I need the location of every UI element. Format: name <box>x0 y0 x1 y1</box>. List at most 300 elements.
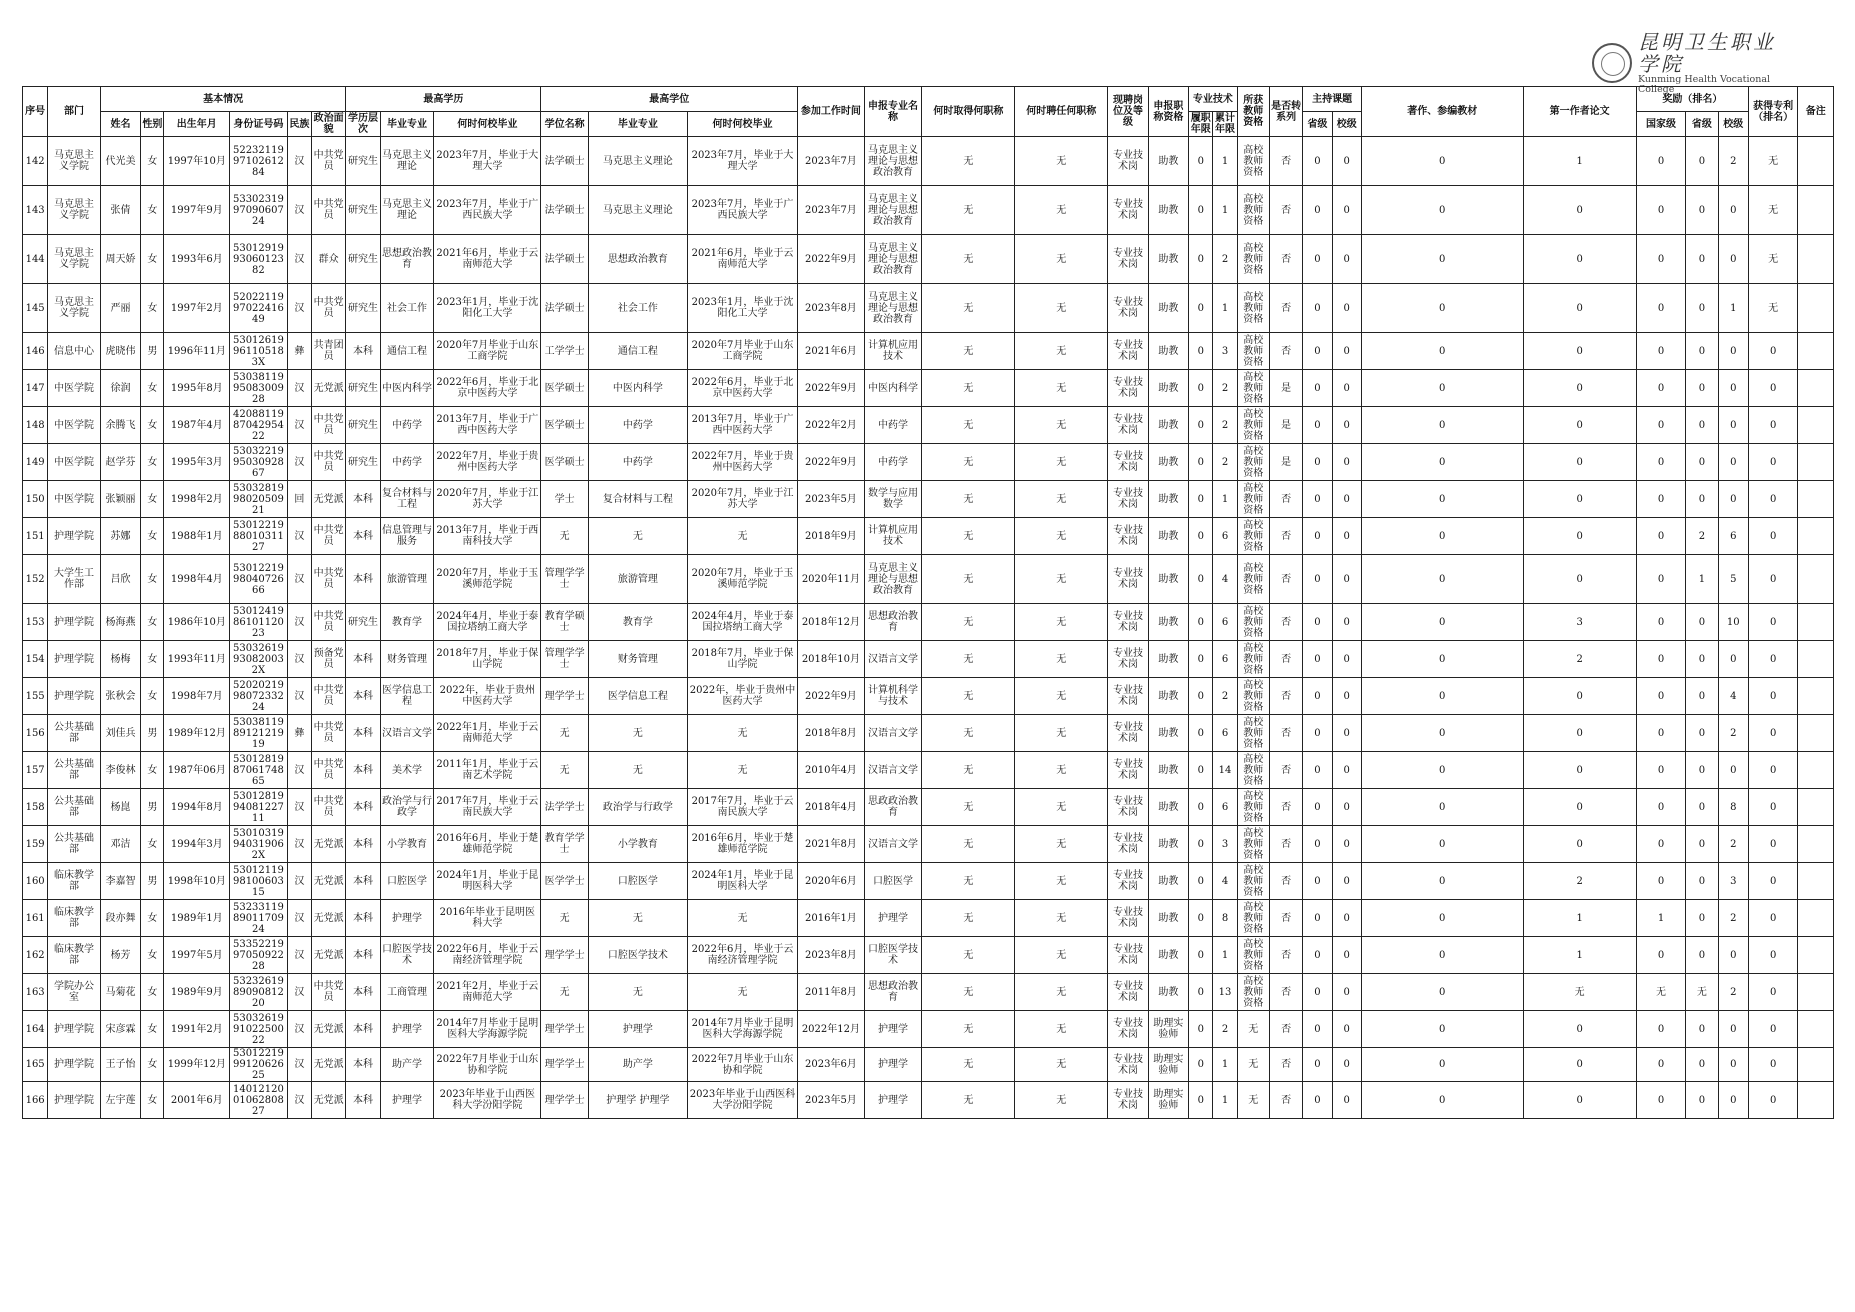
table-cell: 无 <box>922 407 1015 444</box>
table-cell: 护理学 <box>380 1011 434 1048</box>
table-cell: 是 <box>1269 444 1302 481</box>
table-cell: 1997年5月 <box>164 937 230 974</box>
table-cell: 思想政治教育 <box>380 235 434 284</box>
table-cell: 回 <box>287 481 311 518</box>
table-cell: 0 <box>1361 974 1523 1011</box>
table-cell: 女 <box>141 1082 164 1119</box>
table-cell: 专业技术岗 <box>1108 370 1148 407</box>
table-cell: 无 <box>1015 1082 1108 1119</box>
table-cell: 2 <box>1686 518 1718 555</box>
table-cell: 高校教师资格 <box>1237 937 1269 974</box>
table-cell: 0 <box>1361 604 1523 641</box>
table-cell: 护理学院 <box>48 604 101 641</box>
table-cell: 无 <box>1015 1011 1108 1048</box>
table-cell: 中共党员 <box>311 284 345 333</box>
table-cell: 社会工作 <box>380 284 434 333</box>
header-prof-tech: 专业技术 <box>1189 87 1238 112</box>
table-cell: 2021年2月，毕业于云南师范大学 <box>434 974 541 1011</box>
table-cell <box>1798 137 1834 186</box>
table-cell: 0 <box>1303 678 1332 715</box>
table-cell: 0 <box>1189 370 1213 407</box>
table-cell: 无 <box>687 900 797 937</box>
logo-name-en: Kunming Health Vocational College <box>1638 73 1771 95</box>
table-cell: 女 <box>141 444 164 481</box>
table-cell: 中共党员 <box>311 186 345 235</box>
table-cell: 护理学院 <box>48 1048 101 1082</box>
table-cell: 政治学与行政学 <box>588 789 687 826</box>
table-cell: 2021年8月 <box>798 826 865 863</box>
table-cell: 0 <box>1686 186 1718 235</box>
table-cell: 0 <box>1303 555 1332 604</box>
table-cell: 532331198901170924 <box>230 900 288 937</box>
table-cell <box>1798 1082 1834 1119</box>
table-cell: 护理学 护理学 <box>588 1082 687 1119</box>
table-cell: 李俊林 <box>100 752 140 789</box>
table-row <box>23 678 1834 715</box>
table-cell: 0 <box>1332 752 1361 789</box>
table-cell: 160 <box>23 863 48 900</box>
table-cell: 无 <box>588 974 687 1011</box>
table-cell: 165 <box>23 1048 48 1082</box>
table-cell: 156 <box>23 715 48 752</box>
table-cell: 0 <box>1718 186 1748 235</box>
table-cell: 155 <box>23 678 48 715</box>
table-cell: 0 <box>1332 1011 1361 1048</box>
table-cell: 8 <box>1213 900 1237 937</box>
table-cell: 本科 <box>346 678 380 715</box>
table-cell: 中药学 <box>864 407 922 444</box>
header-political: 政治面貌 <box>311 112 345 137</box>
table-cell: 高校教师资格 <box>1237 604 1269 641</box>
table-cell: 中药学 <box>588 444 687 481</box>
table-cell: 预备党员 <box>311 641 345 678</box>
table-cell: 高校教师资格 <box>1237 370 1269 407</box>
table-cell: 无党派 <box>311 826 345 863</box>
table-cell: 0 <box>1636 444 1686 481</box>
table-cell: 2022年，毕业于贵州中医药大学 <box>434 678 541 715</box>
table-cell: 0 <box>1303 370 1332 407</box>
table-cell: 女 <box>141 604 164 641</box>
table-cell: 无 <box>541 900 588 937</box>
table-cell: 汉语言文学 <box>864 715 922 752</box>
table-cell: 汉 <box>287 284 311 333</box>
table-cell: 中共党员 <box>311 555 345 604</box>
table-cell: 女 <box>141 407 164 444</box>
table-cell: 1987年06月 <box>164 752 230 789</box>
table-cell: 医学学士 <box>541 863 588 900</box>
table-cell: 口腔医学技术 <box>588 937 687 974</box>
table-cell: 中共党员 <box>311 518 345 555</box>
table-cell: 高校教师资格 <box>1237 789 1269 826</box>
table-cell <box>1798 900 1834 937</box>
table-cell: 专业技术岗 <box>1108 284 1148 333</box>
table-cell: 0 <box>1748 604 1798 641</box>
table-cell: 汉语言文学 <box>864 641 922 678</box>
table-cell: 2020年7月毕业于山东工商学院 <box>434 333 541 370</box>
header-edu-level: 学历层次 <box>346 112 380 137</box>
table-cell: 2022年9月 <box>798 678 865 715</box>
table-cell: 0 <box>1686 826 1718 863</box>
table-cell: 0 <box>1748 641 1798 678</box>
table-cell: 汉 <box>287 235 311 284</box>
table-cell: 2022年6月，毕业于云南经济管理学院 <box>687 937 797 974</box>
table-cell: 政治学与行政学 <box>380 789 434 826</box>
table-cell: 无 <box>1015 333 1108 370</box>
table-cell: 口腔医学 <box>864 863 922 900</box>
table-cell: 0 <box>1189 937 1213 974</box>
table-cell: 研究生 <box>346 235 380 284</box>
table-cell: 0 <box>1189 826 1213 863</box>
table-cell: 530124198610112023 <box>230 604 288 641</box>
table-cell: 本科 <box>346 333 380 370</box>
table-cell: 1 <box>1213 137 1237 186</box>
table-cell: 助教 <box>1148 333 1188 370</box>
table-cell: 530381199508300928 <box>230 370 288 407</box>
table-cell: 0 <box>1718 333 1748 370</box>
table-cell: 0 <box>1332 370 1361 407</box>
table-cell: 0 <box>1523 555 1636 604</box>
header-basic: 基本情况 <box>100 87 346 112</box>
header-dept: 部门 <box>48 87 101 137</box>
table-cell: 马克思主义理论 <box>588 137 687 186</box>
table-cell: 专业技术岗 <box>1108 444 1148 481</box>
table-cell <box>1798 370 1834 407</box>
table-cell: 420881198704295422 <box>230 407 288 444</box>
table-cell: 马克思主义理论与思想政治教育 <box>864 555 922 604</box>
header-grad-major: 毕业专业 <box>380 112 434 137</box>
table-cell: 助理实验师 <box>1148 1011 1188 1048</box>
table-cell: 2022年7月毕业于山东协和学院 <box>434 1048 541 1082</box>
table-cell: 学士 <box>541 481 588 518</box>
table-cell: 中共党员 <box>311 789 345 826</box>
table-cell: 高校教师资格 <box>1237 186 1269 235</box>
table-cell: 男 <box>141 715 164 752</box>
table-cell: 中共党员 <box>311 678 345 715</box>
header-award-national: 国家级 <box>1636 112 1686 137</box>
table-cell: 无党派 <box>311 937 345 974</box>
table-cell: 0 <box>1636 826 1686 863</box>
table-cell: 工学学士 <box>541 333 588 370</box>
table-cell: 0 <box>1332 518 1361 555</box>
table-cell: 数学与应用数学 <box>864 481 922 518</box>
table-cell: 工商管理 <box>380 974 434 1011</box>
table-cell: 0 <box>1718 481 1748 518</box>
table-cell: 1997年2月 <box>164 284 230 333</box>
table-cell: 530121199810060315 <box>230 863 288 900</box>
table-cell: 专业技术岗 <box>1108 641 1148 678</box>
table-cell: 助教 <box>1148 481 1188 518</box>
table-row <box>23 641 1834 678</box>
table-cell: 0 <box>1636 641 1686 678</box>
table-cell: 3 <box>1213 826 1237 863</box>
table-cell: 无 <box>1015 370 1108 407</box>
table-cell: 153 <box>23 604 48 641</box>
table-cell: 男 <box>141 789 164 826</box>
table-cell: 教育学 <box>588 604 687 641</box>
table-cell: 无 <box>588 715 687 752</box>
table-cell: 无 <box>1015 715 1108 752</box>
table-cell: 0 <box>1718 937 1748 974</box>
table-cell: 2022年1月，毕业于云南师范大学 <box>434 715 541 752</box>
table-cell: 0 <box>1303 715 1332 752</box>
table-cell: 计算机应用技术 <box>864 333 922 370</box>
table-cell: 彝 <box>287 333 311 370</box>
table-cell: 女 <box>141 900 164 937</box>
table-cell: 2020年7月，毕业于玉溪师范学院 <box>434 555 541 604</box>
table-cell: 0 <box>1748 789 1798 826</box>
table-cell: 马菊花 <box>100 974 140 1011</box>
table-cell: 1 <box>1213 1048 1237 1082</box>
header-title-when: 何时取得何职称 <box>922 87 1015 137</box>
table-cell: 2022年6月，毕业于北京中医药大学 <box>687 370 797 407</box>
table-cell: 1989年1月 <box>164 900 230 937</box>
table-cell: 1995年8月 <box>164 370 230 407</box>
table-cell: 0 <box>1189 641 1213 678</box>
table-cell: 1 <box>1213 284 1237 333</box>
table-cell: 小学教育 <box>380 826 434 863</box>
table-cell: 女 <box>141 518 164 555</box>
table-cell: 医学硕士 <box>541 370 588 407</box>
table-cell: 汉 <box>287 407 311 444</box>
table-cell: 142 <box>23 137 48 186</box>
table-cell: 0 <box>1686 444 1718 481</box>
table-cell: 0 <box>1686 370 1718 407</box>
table-cell: 0 <box>1636 555 1686 604</box>
table-cell: 6 <box>1213 518 1237 555</box>
table-cell: 0 <box>1361 826 1523 863</box>
table-cell: 通信工程 <box>588 333 687 370</box>
table-cell: 研究生 <box>346 444 380 481</box>
table-cell: 无 <box>687 518 797 555</box>
table-cell: 助教 <box>1148 900 1188 937</box>
table-cell: 助教 <box>1148 235 1188 284</box>
table-cell: 高校教师资格 <box>1237 284 1269 333</box>
table-cell: 本科 <box>346 826 380 863</box>
table-row <box>23 900 1834 937</box>
table-cell: 刘佳兵 <box>100 715 140 752</box>
table-cell: 166 <box>23 1082 48 1119</box>
table-cell: 助教 <box>1148 789 1188 826</box>
table-cell: 研究生 <box>346 186 380 235</box>
table-cell: 社会工作 <box>588 284 687 333</box>
table-cell: 无 <box>1636 974 1686 1011</box>
table-cell: 汉 <box>287 974 311 1011</box>
table-cell: 本科 <box>346 974 380 1011</box>
table-cell: 0 <box>1718 1011 1748 1048</box>
table-cell: 53012619961105183X <box>230 333 288 370</box>
table-cell: 邓洁 <box>100 826 140 863</box>
table-cell: 0 <box>1303 333 1332 370</box>
table-cell: 大学生工作部 <box>48 555 101 604</box>
table-cell: 0 <box>1303 481 1332 518</box>
table-cell: 2024年1月，毕业于昆明医科大学 <box>687 863 797 900</box>
table-cell: 0 <box>1636 1011 1686 1048</box>
table-cell: 0 <box>1523 235 1636 284</box>
table-cell: 理学学士 <box>541 678 588 715</box>
table-cell: 147 <box>23 370 48 407</box>
table-cell: 无 <box>1015 826 1108 863</box>
table-cell: 0 <box>1303 641 1332 678</box>
table-cell: 0 <box>1686 333 1718 370</box>
table-cell: 0 <box>1361 481 1523 518</box>
table-cell: 财务管理 <box>588 641 687 678</box>
table-cell: 无 <box>922 863 1015 900</box>
table-cell: 0 <box>1636 370 1686 407</box>
table-cell: 2024年4月，毕业于泰国拉塔纳工商大学 <box>434 604 541 641</box>
table-cell: 0 <box>1718 444 1748 481</box>
header-apply-title: 申报职称资格 <box>1148 87 1188 137</box>
table-cell: 530128198706174865 <box>230 752 288 789</box>
table-cell: 1998年2月 <box>164 481 230 518</box>
table-cell: 0 <box>1523 752 1636 789</box>
table-cell: 2011年1月，毕业于云南艺术学院 <box>434 752 541 789</box>
table-cell <box>1798 678 1834 715</box>
table-cell: 无 <box>687 715 797 752</box>
header-apply-major: 申报专业名称 <box>864 87 922 137</box>
table-cell: 0 <box>1189 137 1213 186</box>
table-cell: 1993年11月 <box>164 641 230 678</box>
table-cell: 法学硕士 <box>541 284 588 333</box>
table-cell: 0 <box>1332 186 1361 235</box>
table-cell: 2 <box>1718 715 1748 752</box>
table-cell: 0 <box>1686 407 1718 444</box>
table-cell: 专业技术岗 <box>1108 604 1148 641</box>
table-cell: 6 <box>1213 789 1237 826</box>
table-cell: 无党派 <box>311 863 345 900</box>
table-row <box>23 1048 1834 1082</box>
table-cell: 0 <box>1303 235 1332 284</box>
table-cell: 0 <box>1523 678 1636 715</box>
table-cell: 教育学学士 <box>541 826 588 863</box>
table-cell: 0 <box>1361 900 1523 937</box>
table-cell: 2020年7月，毕业于玉溪师范学院 <box>687 555 797 604</box>
table-row <box>23 974 1834 1011</box>
table-cell: 5 <box>1718 555 1748 604</box>
table-cell: 马克思主义理论 <box>380 186 434 235</box>
table-cell: 汉 <box>287 863 311 900</box>
table-cell: 53032619930820032X <box>230 641 288 678</box>
table-cell: 无 <box>687 974 797 1011</box>
table-cell: 2023年8月 <box>798 284 865 333</box>
table-cell: 0 <box>1361 1048 1523 1082</box>
header-nation: 民族 <box>287 112 311 137</box>
table-cell: 中药学 <box>380 407 434 444</box>
table-cell: 公共基础部 <box>48 826 101 863</box>
table-cell: 否 <box>1269 900 1302 937</box>
table-cell: 0 <box>1332 555 1361 604</box>
table-cell: 无党派 <box>311 900 345 937</box>
table-cell: 2021年6月，毕业于云南师范大学 <box>434 235 541 284</box>
table-cell: 2023年1月，毕业于沈阳化工大学 <box>687 284 797 333</box>
table-cell: 高校教师资格 <box>1237 235 1269 284</box>
table-cell: 医学硕士 <box>541 407 588 444</box>
table-cell: 0 <box>1361 186 1523 235</box>
table-cell: 2016年6月，毕业于楚雄师范学院 <box>687 826 797 863</box>
table-cell: 0 <box>1686 604 1718 641</box>
table-cell: 中共党员 <box>311 974 345 1011</box>
table-cell: 护理学 <box>864 1082 922 1119</box>
table-cell: 助教 <box>1148 752 1188 789</box>
table-cell: 0 <box>1303 284 1332 333</box>
table-cell: 专业技术岗 <box>1108 937 1148 974</box>
table-cell: 周天娇 <box>100 235 140 284</box>
table-cell: 0 <box>1332 235 1361 284</box>
table-cell: 530122199804072666 <box>230 555 288 604</box>
table-cell: 否 <box>1269 641 1302 678</box>
table-cell: 2020年6月 <box>798 863 865 900</box>
table-cell: 公共基础部 <box>48 715 101 752</box>
table-cell: 助教 <box>1148 826 1188 863</box>
table-cell: 思政政治教育 <box>864 789 922 826</box>
table-cell: 无 <box>922 518 1015 555</box>
table-cell: 高校教师资格 <box>1237 407 1269 444</box>
table-cell: 2022年6月，毕业于北京中医药大学 <box>434 370 541 407</box>
table-cell: 汉 <box>287 370 311 407</box>
table-cell: 0 <box>1636 604 1686 641</box>
table-cell: 1 <box>1523 937 1636 974</box>
table-cell: 汉 <box>287 1082 311 1119</box>
table-cell: 高校教师资格 <box>1237 641 1269 678</box>
table-cell: 0 <box>1189 604 1213 641</box>
table-cell <box>1798 333 1834 370</box>
table-cell: 0 <box>1303 789 1332 826</box>
table-cell: 0 <box>1189 284 1213 333</box>
header-degree: 最高学位 <box>541 87 798 112</box>
table-cell: 0 <box>1361 333 1523 370</box>
table-cell: 信息中心 <box>48 333 101 370</box>
table-cell: 专业技术岗 <box>1108 1082 1148 1119</box>
table-cell: 2022年9月 <box>798 235 865 284</box>
table-cell: 0 <box>1636 137 1686 186</box>
table-cell: 马克思主义理论与思想政治教育 <box>864 137 922 186</box>
table-cell: 3 <box>1718 863 1748 900</box>
table-cell: 管理学学士 <box>541 641 588 678</box>
table-cell: 中医学院 <box>48 407 101 444</box>
table-cell: 2022年，毕业于贵州中医药大学 <box>687 678 797 715</box>
table-cell: 0 <box>1361 518 1523 555</box>
table-cell: 0 <box>1686 900 1718 937</box>
table-cell: 0 <box>1332 137 1361 186</box>
table-cell: 中医内科学 <box>864 370 922 407</box>
table-cell: 1998年10月 <box>164 863 230 900</box>
table-cell: 否 <box>1269 555 1302 604</box>
table-cell: 无 <box>1015 604 1108 641</box>
table-cell: 本科 <box>346 863 380 900</box>
table-cell: 无 <box>1015 863 1108 900</box>
table-cell: 助教 <box>1148 518 1188 555</box>
table-cell: 中共党员 <box>311 752 345 789</box>
table-cell: 临床教学部 <box>48 900 101 937</box>
table-cell: 研究生 <box>346 284 380 333</box>
table-cell: 汉 <box>287 186 311 235</box>
table-row <box>23 937 1834 974</box>
table-cell: 2023年1月，毕业于沈阳化工大学 <box>434 284 541 333</box>
table-cell: 154 <box>23 641 48 678</box>
table-cell: 0 <box>1303 1082 1332 1119</box>
table-cell: 通信工程 <box>380 333 434 370</box>
table-cell: 0 <box>1523 1048 1636 1082</box>
header-id: 身份证号码 <box>230 112 288 137</box>
table-cell: 专业技术岗 <box>1108 407 1148 444</box>
table-cell: 汉 <box>287 518 311 555</box>
table-cell <box>1798 826 1834 863</box>
table-cell: 0 <box>1303 826 1332 863</box>
table-cell: 1991年2月 <box>164 1011 230 1048</box>
table-cell: 无 <box>1015 186 1108 235</box>
table-cell: 是 <box>1269 370 1302 407</box>
table-cell: 无 <box>1748 235 1798 284</box>
table-cell: 本科 <box>346 900 380 937</box>
